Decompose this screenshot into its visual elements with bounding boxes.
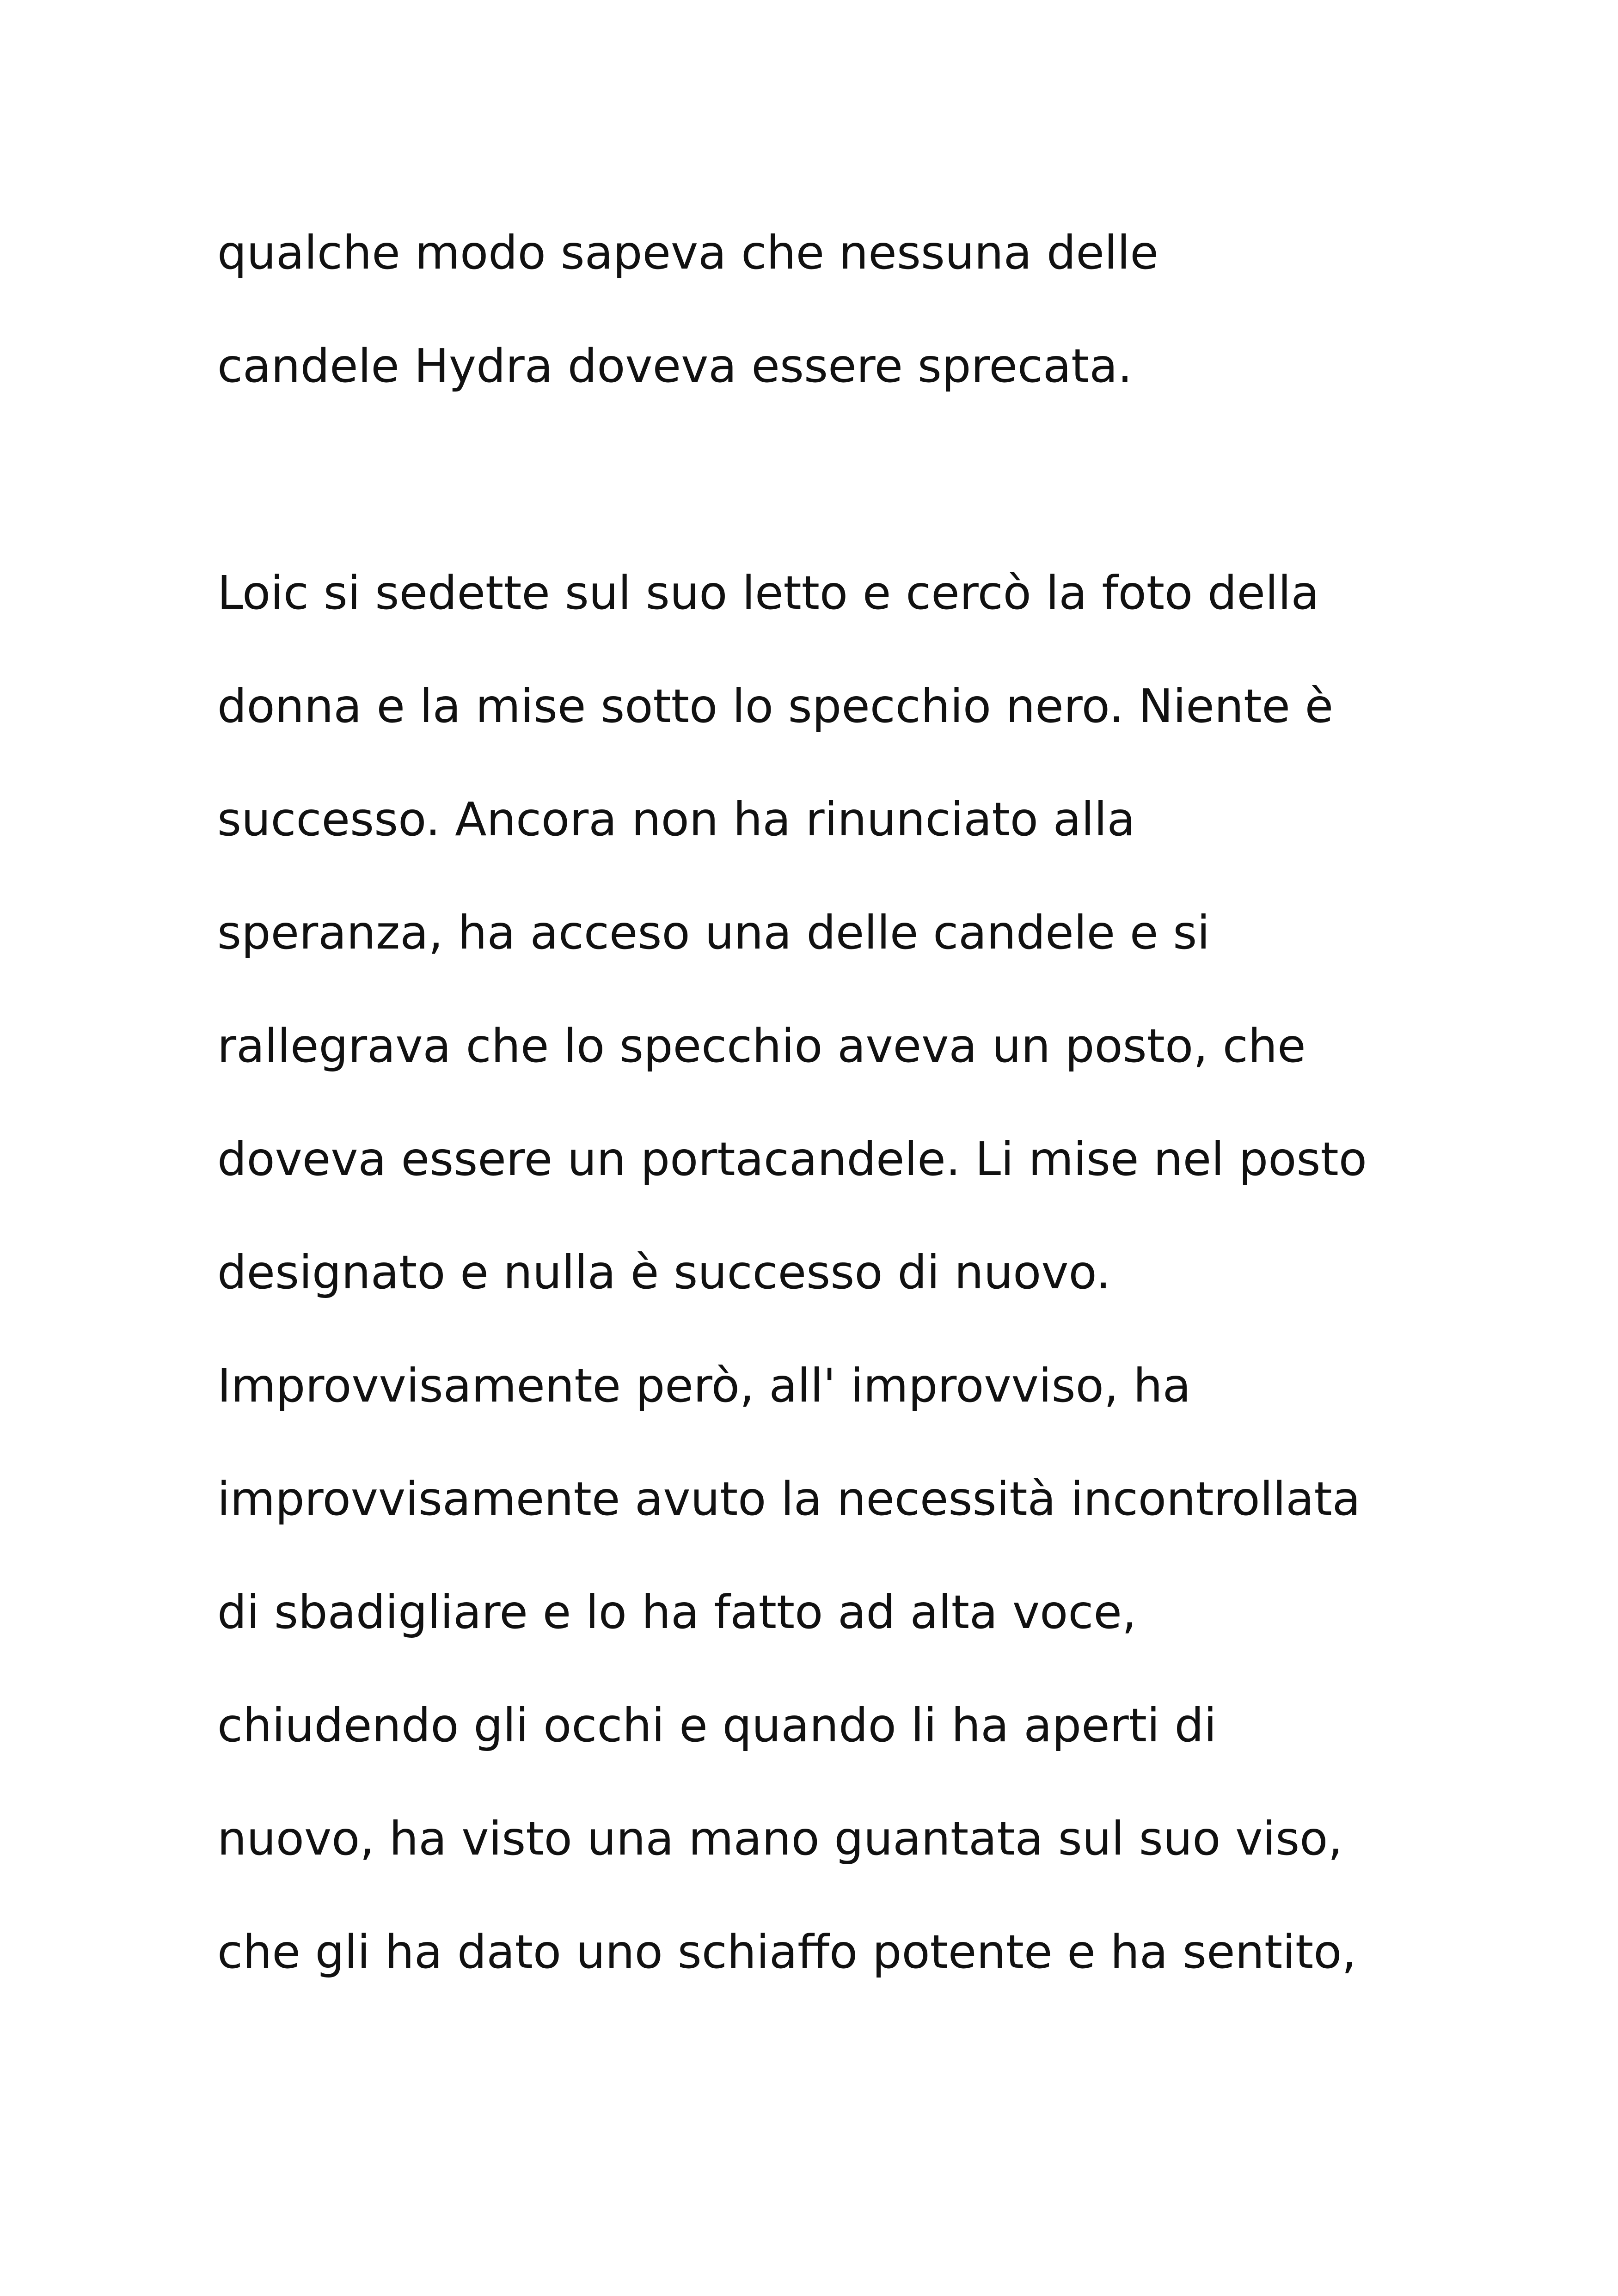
- paragraph: [217, 196, 1465, 422]
- text-line: donna e la mise sotto lo specchio nero. Niente è: [217, 679, 1334, 733]
- text-line: improvvisamente avuto la necessità incontrollata: [217, 1472, 1361, 1526]
- text-line: designato e nulla è successo di nuovo.: [217, 1245, 1111, 1299]
- text-line: Loic si sedette sul suo letto e cercò la foto della: [217, 566, 1319, 620]
- text-line: che gli ha dato uno schiaffo potente e ha sentito,: [217, 1925, 1357, 1979]
- text-line: qualche modo sapeva che nessuna delle: [217, 226, 1158, 280]
- paragraph: [217, 536, 1465, 2008]
- text-line: successo. Ancora non ha rinunciato alla: [217, 792, 1135, 846]
- text-line: chiudendo gli occhi e quando li ha aperti di: [217, 1698, 1217, 1752]
- text-line: di sbadigliare e lo ha fatto ad alta voce,: [217, 1585, 1137, 1639]
- text-line: speranza, ha acceso una delle candele e si: [217, 906, 1210, 960]
- text-line: doveva essere un portacandele. Li mise nel posto: [217, 1132, 1367, 1186]
- text-line: candele Hydra doveva essere sprecata.: [217, 339, 1133, 393]
- text-line: nuovo, ha visto una mano guantata sul suo viso,: [217, 1812, 1343, 1866]
- text-line: Improvvisamente però, all' improvviso, ha: [217, 1359, 1191, 1413]
- text-line: rallegrava che lo specchio aveva un posto, che: [217, 1019, 1306, 1073]
